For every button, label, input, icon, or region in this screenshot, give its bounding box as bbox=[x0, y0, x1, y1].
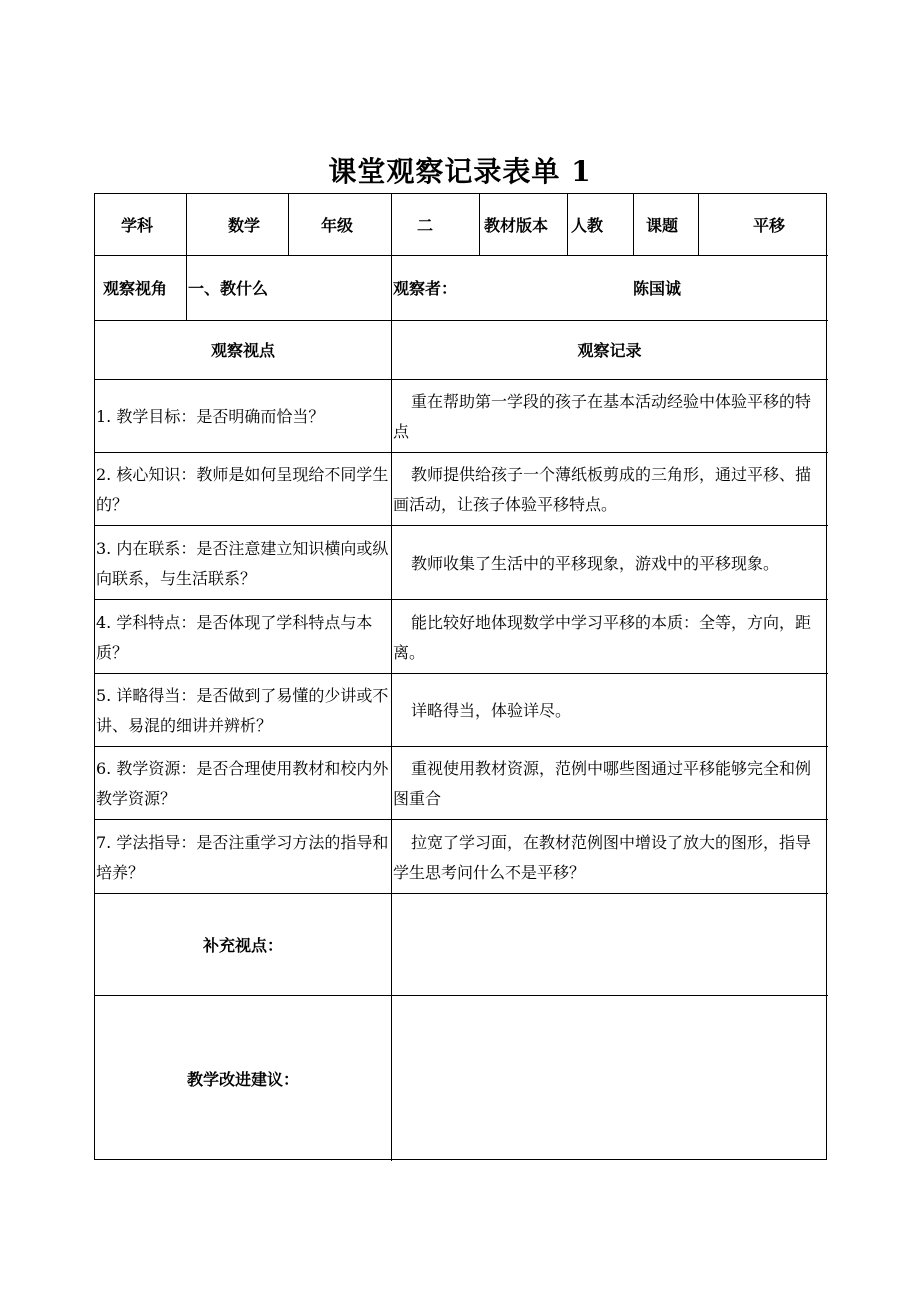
grid-line bbox=[288, 194, 289, 255]
viewpoint-cell: 5. 详略得当：是否做到了易懂的少讲或不讲、易混的细讲并辨析？ bbox=[96, 686, 389, 735]
page-title: 课堂观察记录表单 1 bbox=[328, 155, 592, 188]
viewpoint-cell: 6. 教学资源：是否合理使用教材和校内外教学资源？ bbox=[96, 759, 389, 808]
record-cell: 拉宽了学习面，在教材范例图中增设了放大的图形，指导学生思考问什么不是平移？ bbox=[393, 832, 812, 882]
observer-label: 观察者： bbox=[393, 279, 458, 298]
record-cell: 教师收集了生活中的平移现象，游戏中的平移现象。 bbox=[411, 553, 780, 573]
grid-line bbox=[95, 452, 828, 453]
observer-name: 陈国诚 bbox=[633, 279, 682, 298]
viewpoint-cell: 4. 学科特点：是否体现了学科特点与本质？ bbox=[96, 612, 373, 662]
grid-line bbox=[95, 525, 828, 526]
record-cell: 教师提供给孩子一个薄纸板剪成的三角形，通过平移、描画活动，让孩子体验平移特点。 bbox=[393, 465, 812, 514]
perspective-value: 一、教什么 bbox=[188, 279, 269, 298]
observation-form-table bbox=[94, 193, 827, 1160]
improvement-field[interactable] bbox=[393, 995, 826, 1159]
supplement-label: 补充视点： bbox=[202, 935, 283, 955]
record-cell: 能比较好地体现数学中学习平移的本质：全等，方向，距离。 bbox=[393, 612, 812, 662]
topic-value: 平移 bbox=[753, 216, 786, 235]
record-column-header: 观察记录 bbox=[577, 341, 642, 360]
record-cell: 重视使用教材资源，范例中哪些图通过平移能够完全和例图重合 bbox=[393, 759, 812, 808]
viewpoint-cell: 3. 内在联系：是否注意建立知识横向或纵向联系，与生活联系？ bbox=[96, 538, 389, 588]
grid-line bbox=[567, 194, 568, 255]
grid-line bbox=[95, 746, 828, 747]
viewpoint-column-header: 观察视点 bbox=[210, 341, 275, 360]
grid-line bbox=[95, 599, 828, 600]
viewpoint-cell: 7. 学法指导：是否注重学习方法的指导和培养？ bbox=[96, 832, 389, 882]
grid-line bbox=[95, 819, 828, 820]
viewpoint-cell: 2. 核心知识：教师是如何呈现给不同学生的？ bbox=[96, 465, 389, 514]
grid-line bbox=[95, 379, 828, 380]
grade-label: 年级 bbox=[321, 216, 354, 235]
grid-line bbox=[186, 255, 187, 320]
perspective-label: 观察视角 bbox=[103, 279, 168, 298]
grade-value: 二 bbox=[417, 216, 434, 235]
grid-line bbox=[186, 194, 187, 255]
subject-label: 学科 bbox=[121, 216, 154, 235]
subject-value: 数学 bbox=[228, 216, 261, 235]
grid-line bbox=[633, 194, 634, 255]
record-cell: 详略得当，体验详尽。 bbox=[411, 701, 572, 720]
edition-label: 教材版本 bbox=[484, 216, 549, 235]
edition-value: 人教 bbox=[571, 216, 604, 235]
grid-line bbox=[391, 255, 392, 1161]
improvement-label: 教学改进建议： bbox=[186, 1069, 299, 1089]
viewpoint-cell: 1. 教学目标：是否明确而恰当？ bbox=[96, 407, 325, 426]
supplement-field[interactable] bbox=[393, 893, 826, 995]
record-cell: 重在帮助第一学段的孩子在基本活动经验中体验平移的特点 bbox=[393, 392, 812, 441]
grid-line bbox=[95, 673, 828, 674]
grid-line bbox=[479, 194, 480, 255]
grid-line bbox=[391, 194, 392, 255]
topic-label: 课题 bbox=[646, 216, 679, 235]
grid-line bbox=[698, 194, 699, 255]
